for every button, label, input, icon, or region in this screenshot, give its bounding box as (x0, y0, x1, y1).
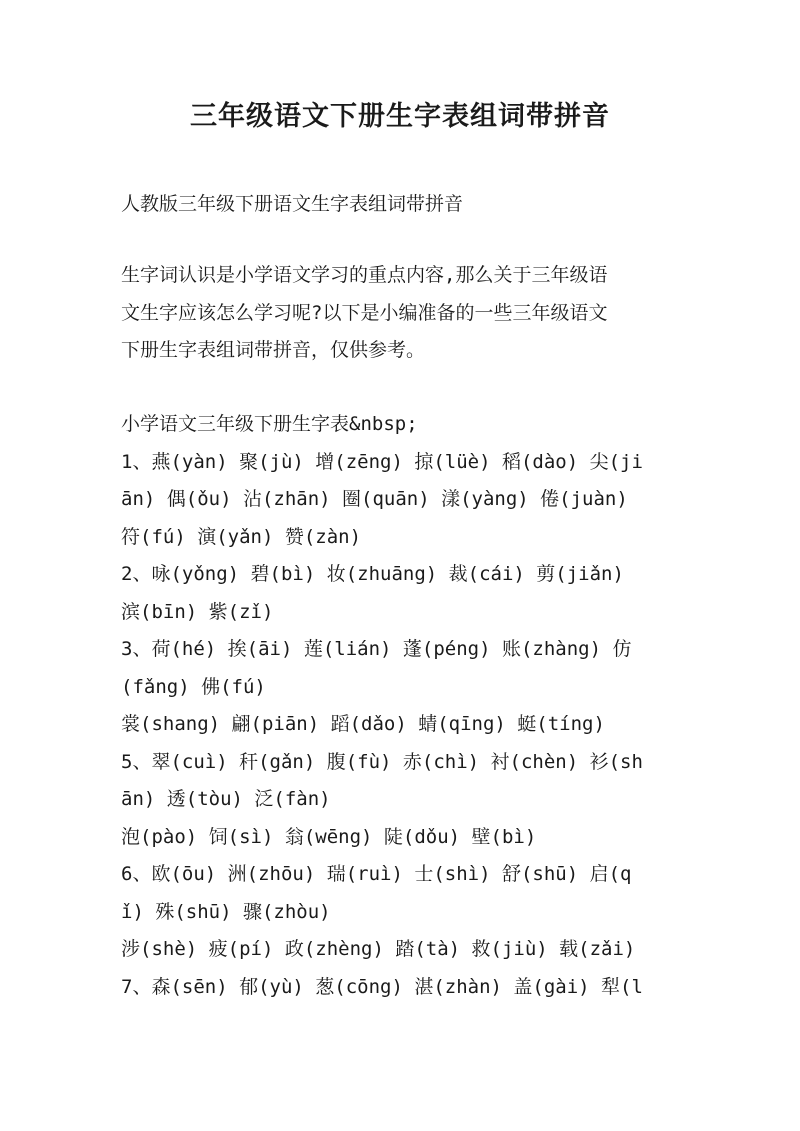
vocab-line: 泡(pào) 饲(sì) 翁(wēng) 陡(dǒu) 壁(bì) (121, 825, 537, 848)
vocab-line: ǐ) 殊(shū) 骤(zhòu) (121, 900, 331, 923)
intro-paragraph (121, 257, 687, 370)
intro-line: 生字词认识是小学语文学习的重点内容,那么关于三年级语 (121, 264, 608, 286)
vocabulary-section (121, 406, 687, 1006)
vocab-line: 5、翠(cuì) 秆(gǎn) 腹(fù) 赤(chì) 衬(chèn) 衫(sh (121, 750, 643, 773)
vocab-line: (fǎng) 佛(fú) (121, 675, 266, 698)
vocab-line: 裳(shang) 翩(piān) 蹈(dǎo) 蜻(qīng) 蜓(tíng) (121, 713, 605, 735)
vocab-line: 滨(bīn) 紫(zǐ) (121, 600, 274, 623)
vocab-line: 3、荷(hé) 挨(āi) 莲(lián) 蓬(péng) 账(zhàng) 仿 (121, 638, 632, 660)
intro-line: 文生字应该怎么学习呢?以下是小编准备的一些三年级语文 (121, 301, 608, 324)
vocab-line: 涉(shè) 疲(pí) 政(zhèng) 踏(tà) 救(jiù) 载(zǎi) (121, 938, 636, 960)
vocab-line: ān) 偶(ǒu) 沾(zhān) 圈(quān) 漾(yàng) 倦(juàn) (121, 488, 628, 510)
subtitle-line: 人教版三年级下册语文生字表组词带拼音 (121, 193, 464, 215)
vocab-line: 符(fú) 演(yǎn) 赞(zàn) (121, 525, 362, 548)
vocab-line: 6、欧(ōu) 洲(zhōu) 瑞(ruì) 士(shì) 舒(shū) 启(q (121, 863, 632, 885)
document-title: 三年级语文下册生字表组词带拼音 (190, 101, 610, 132)
intro-line: 下册生字表组词带拼音，仅供参考。 (121, 339, 426, 361)
vocab-line: 7、森(sēn) 郁(yù) 葱(cōng) 湛(zhàn) 盖(gài) 犁(l (121, 975, 643, 998)
vocab-line: 2、咏(yǒng) 碧(bì) 妆(zhuāng) 裁(cái) 剪(jiǎn) (121, 563, 624, 585)
vocab-line: 1、燕(yàn) 聚(jù) 增(zēng) 掠(lüè) 稻(dào) 尖(ji (121, 450, 643, 473)
section-heading: 小学语文三年级下册生字表&nbsp; (121, 413, 418, 435)
vocab-line: ān) 透(tòu) 泛(fàn) (121, 788, 331, 810)
document-subtitle (121, 186, 687, 224)
